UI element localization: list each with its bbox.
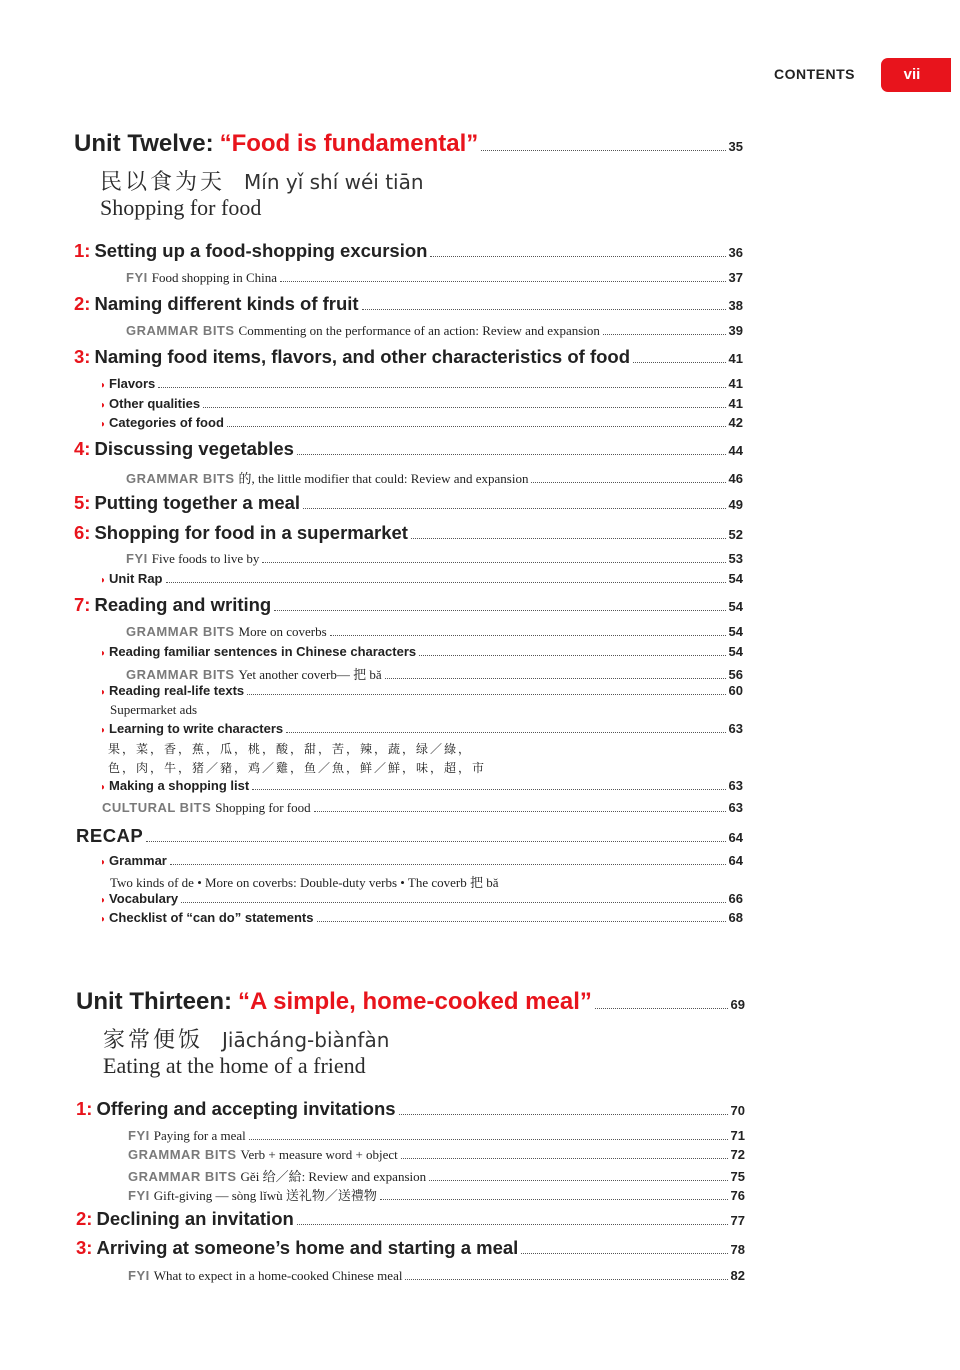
toc-entry-tag[interactable] [128, 1268, 745, 1284]
bullet-entry [100, 853, 167, 868]
page-number: 54 [728, 624, 743, 639]
leader-dots [603, 334, 726, 335]
section-number: 5: [74, 492, 91, 513]
page-number: 82 [730, 1268, 745, 1283]
leader-dots [429, 1180, 727, 1181]
section-heading [76, 1237, 518, 1259]
entry-title: Unit Rap [109, 571, 163, 586]
page-number: 44 [728, 443, 743, 458]
unit-title: “Food is fundamental” [219, 130, 479, 157]
toc-entry-bullet[interactable] [100, 396, 743, 411]
section-heading [74, 492, 300, 514]
entry-title: Paying for a meal [153, 1128, 246, 1143]
entry-title: Other qualities [109, 396, 201, 411]
section-title: Shopping for food in a supermarket [94, 522, 408, 543]
toc-entry-bullet[interactable] [100, 644, 743, 659]
section-heading [74, 594, 271, 616]
page-number: 77 [730, 1213, 745, 1228]
bullet-entry [100, 644, 416, 659]
unit-twelve [0, 130, 960, 950]
page-number: 69 [730, 997, 745, 1012]
unit-pinyin: Jiācháng-biànfàn [222, 1028, 390, 1052]
toc-entry-section[interactable] [76, 1237, 745, 1259]
toc-entry-tag[interactable] [128, 1128, 745, 1144]
bullet-entry [100, 415, 224, 430]
leader-dots [362, 309, 726, 310]
section-title: Declining an invitation [96, 1208, 294, 1229]
page-number: 39 [728, 323, 743, 338]
recap-heading: RECAP [76, 825, 144, 846]
entry-tag: GRAMMAR BITS [128, 1147, 237, 1162]
section-heading [74, 346, 630, 368]
entry-title: More on coverbs [238, 624, 327, 639]
unit-english-subtitle: Shopping for food [100, 195, 262, 220]
page-number: 42 [728, 415, 743, 430]
section-title: Naming different kinds of fruit [94, 293, 359, 314]
page-number: 66 [728, 891, 743, 906]
entry-title: Gift-giving — sòng lǐwù 送礼物／送禮物 [153, 1188, 377, 1203]
toc-note: Supermarket ads [110, 702, 198, 717]
leader-dots [297, 454, 726, 455]
section-number: 2: [74, 293, 91, 314]
leader-dots [158, 387, 725, 388]
leader-dots [385, 678, 726, 679]
bullet-icon: ◗ [100, 400, 107, 411]
entry-title: Making a shopping list [109, 778, 250, 793]
toc-entry-bullet[interactable] [100, 683, 743, 698]
toc-entry-section[interactable] [76, 1098, 745, 1120]
page-number: 41 [728, 396, 743, 411]
bullet-icon: ◗ [100, 725, 107, 736]
toc-entry-bullet[interactable] [100, 571, 743, 586]
toc-entry-tag[interactable] [102, 800, 743, 816]
page-number: 52 [728, 527, 743, 542]
section-number: 6: [74, 522, 91, 543]
toc-entry-section[interactable] [74, 522, 743, 544]
section-title: Offering and accepting invitations [96, 1098, 396, 1119]
entry-tag: FYI [128, 1268, 150, 1283]
page-number: 35 [728, 139, 743, 154]
toc-entry-tag[interactable] [128, 1185, 745, 1204]
entry-title: Shopping for food [215, 800, 311, 815]
page-number: 54 [728, 571, 743, 586]
toc-entry-tag[interactable] [128, 1166, 745, 1185]
toc-entry-recap[interactable] [76, 825, 743, 847]
leader-dots [166, 582, 726, 583]
toc-entry-tag[interactable] [126, 624, 743, 640]
page-number: 71 [730, 1128, 745, 1143]
header-contents-label: CONTENTS [774, 66, 855, 82]
page-number: 64 [728, 853, 743, 868]
leader-dots [405, 1279, 727, 1280]
character-list: 果，菜，香，蕉，瓜，桃，酸，甜，苦，辣，蔬，绿／綠， [108, 742, 473, 756]
page-number: 68 [728, 910, 743, 925]
toc-entry-bullet[interactable] [100, 891, 743, 906]
entry-title: Checklist of “can do” statements [109, 910, 314, 925]
bullet-entry [100, 396, 200, 411]
page-number: 75 [730, 1169, 745, 1184]
page-number: 46 [728, 471, 743, 486]
entry-title: Categories of food [109, 415, 224, 430]
page-number: 37 [728, 270, 743, 285]
toc-entry-section[interactable] [74, 293, 743, 315]
page-number: 41 [728, 351, 743, 366]
section-number: 1: [76, 1098, 93, 1119]
leader-dots [380, 1199, 728, 1200]
bullet-entry [100, 910, 314, 925]
bullet-icon: ◗ [100, 380, 107, 391]
unit-hanzi: 民以食为天 [100, 170, 226, 195]
bullet-icon: ◗ [100, 648, 107, 659]
bullet-icon: ◗ [100, 914, 107, 925]
page-number: 36 [728, 245, 743, 260]
leader-dots [249, 1139, 728, 1140]
bullet-entry [100, 571, 163, 586]
leader-dots [181, 902, 725, 903]
entry-title: Five foods to live by [151, 551, 260, 566]
entry-tag: GRAMMAR BITS [128, 1169, 237, 1184]
section-number: 3: [76, 1237, 93, 1258]
leader-dots [401, 1158, 728, 1159]
leader-dots [521, 1253, 727, 1254]
page-number: 72 [730, 1147, 745, 1162]
section-heading [74, 438, 294, 460]
leader-dots [430, 256, 725, 257]
entry-tag: GRAMMAR BITS [126, 323, 235, 338]
character-list: 色，肉，牛，猪／豬，鸡／雞，鱼／魚，鲜／鮮，味，超，市 [108, 761, 487, 775]
entry-title: Food shopping in China [151, 270, 278, 285]
leader-dots [274, 610, 725, 611]
leader-dots [247, 694, 725, 695]
page-number: 63 [728, 721, 743, 736]
toc-entry-section[interactable] [74, 346, 743, 368]
entry-tag: FYI [126, 270, 148, 285]
leader-dots [303, 508, 726, 509]
toc-entry-tag[interactable] [126, 551, 743, 567]
bullet-entry [100, 891, 178, 906]
entry-title: Gěi 给／給: Review and expansion [240, 1169, 427, 1184]
page-number: 64 [728, 830, 743, 845]
page-number-tab: vii [881, 58, 951, 92]
entry-title: 的, the little modifier that could: Review and expansion [238, 471, 529, 486]
entry-title: Yet another coverb— 把 bǎ [238, 667, 382, 682]
leader-dots [330, 635, 726, 636]
entry-tag: CULTURAL BITS [102, 800, 212, 815]
entry-title: Flavors [109, 376, 156, 391]
bullet-icon: ◗ [100, 857, 107, 868]
section-title: Discussing vegetables [94, 438, 294, 459]
page-number: 76 [730, 1188, 745, 1203]
leader-dots [252, 789, 725, 790]
leader-dots [170, 864, 726, 865]
bullet-icon: ◗ [100, 687, 107, 698]
page-number: 54 [728, 599, 743, 614]
leader-dots [203, 407, 725, 408]
section-heading [76, 1098, 396, 1120]
entry-tag: FYI [126, 551, 148, 566]
page-number: 63 [728, 800, 743, 815]
bullet-entry [100, 778, 249, 793]
toc-entry-bullet[interactable] [100, 910, 743, 925]
toc-entry-section[interactable] [74, 438, 743, 460]
bullet-icon: ◗ [100, 575, 107, 586]
entry-title: Commenting on the performance of an action: Review and expansion [238, 323, 600, 338]
page-number: 38 [728, 298, 743, 313]
toc-entry-bullet[interactable] [100, 778, 743, 793]
page-number: 53 [728, 551, 743, 566]
section-number: 1: [74, 240, 91, 261]
unit-name: Unit Twelve: [74, 130, 214, 157]
toc-entry-tag[interactable] [126, 468, 743, 487]
leader-dots [314, 811, 726, 812]
toc-entry-tag[interactable] [126, 270, 743, 286]
toc-entry-bullet[interactable] [100, 376, 743, 391]
toc-entry-tag[interactable] [126, 323, 743, 339]
entry-title: Verb + measure word + object [240, 1147, 398, 1162]
bullet-entry [100, 683, 244, 698]
unit-title: “A simple, home-cooked meal” [238, 988, 592, 1015]
section-heading [74, 293, 359, 315]
page-number: 41 [728, 376, 743, 391]
toc-list [0, 988, 960, 1298]
bullet-entry [100, 376, 155, 391]
entry-title: Learning to write characters [109, 721, 284, 736]
toc-entry-bullet[interactable] [100, 853, 743, 868]
toc-entry-bullet[interactable] [100, 721, 743, 736]
toc-entry-section[interactable] [74, 492, 743, 514]
bullet-icon: ◗ [100, 895, 107, 906]
toc-list [0, 130, 960, 950]
leader-dots [633, 362, 726, 363]
entry-tag: GRAMMAR BITS [126, 624, 235, 639]
toc-entry-section[interactable] [74, 594, 743, 616]
entry-tag: FYI [128, 1128, 150, 1143]
section-title: Setting up a food-shopping excursion [94, 240, 428, 261]
page-number: 54 [728, 644, 743, 659]
entry-tag: FYI [128, 1188, 150, 1203]
unit-name: Unit Thirteen: [76, 988, 232, 1015]
leader-dots [411, 538, 726, 539]
entry-title: What to expect in a home-cooked Chinese meal [153, 1268, 403, 1283]
section-number: 4: [74, 438, 91, 459]
leader-dots [419, 655, 725, 656]
bullet-icon: ◗ [100, 782, 107, 793]
page-number: 70 [730, 1103, 745, 1118]
entry-title: Vocabulary [109, 891, 179, 906]
entry-tag: GRAMMAR BITS [126, 471, 235, 486]
bullet-entry [100, 721, 283, 736]
entry-title: Grammar [109, 853, 167, 868]
leader-dots [286, 732, 725, 733]
entry-title: Reading real-life texts [109, 683, 245, 698]
entry-title: Reading familiar sentences in Chinese characters [109, 644, 417, 659]
unit-thirteen [0, 988, 960, 1298]
section-number: 7: [74, 594, 91, 615]
page-number: 78 [730, 1242, 745, 1257]
section-number: 2: [76, 1208, 93, 1229]
unit-hanzi: 家常便饭 [103, 1028, 204, 1053]
section-title: Reading and writing [94, 594, 272, 615]
toc-entry-tag[interactable] [128, 1147, 745, 1163]
section-title: Putting together a meal [94, 492, 301, 513]
page-number: 56 [728, 667, 743, 682]
toc-entry-bullet[interactable] [100, 415, 743, 430]
leader-dots [227, 426, 726, 427]
section-heading [74, 522, 408, 544]
toc-entry-section[interactable] [74, 240, 743, 262]
entry-tag: GRAMMAR BITS [126, 667, 235, 682]
section-heading [76, 1208, 294, 1230]
bullet-icon: ◗ [100, 419, 107, 430]
section-heading [74, 240, 427, 262]
leader-dots [399, 1114, 728, 1115]
toc-entry-tag[interactable] [126, 664, 743, 683]
section-number: 3: [74, 346, 91, 367]
leader-dots [262, 562, 725, 563]
section-title: Arriving at someone’s home and starting a meal [96, 1237, 519, 1258]
page-number: 63 [728, 778, 743, 793]
leader-dots [280, 281, 725, 282]
leader-dots [317, 921, 726, 922]
leader-dots [297, 1224, 728, 1225]
section-title: Naming food items, flavors, and other characteristics of food [94, 346, 631, 367]
unit-english-subtitle: Eating at the home of a friend [103, 1053, 366, 1078]
toc-entry-section[interactable] [76, 1208, 745, 1230]
leader-dots [146, 841, 725, 842]
page-number: 49 [728, 497, 743, 512]
unit-pinyin: Mín yǐ shí wéi tiān [244, 170, 424, 194]
page-number: 60 [728, 683, 743, 698]
toc-note: Two kinds of de • More on coverbs: Double-duty verbs • The coverb 把 bǎ [110, 875, 499, 890]
leader-dots [531, 482, 725, 483]
